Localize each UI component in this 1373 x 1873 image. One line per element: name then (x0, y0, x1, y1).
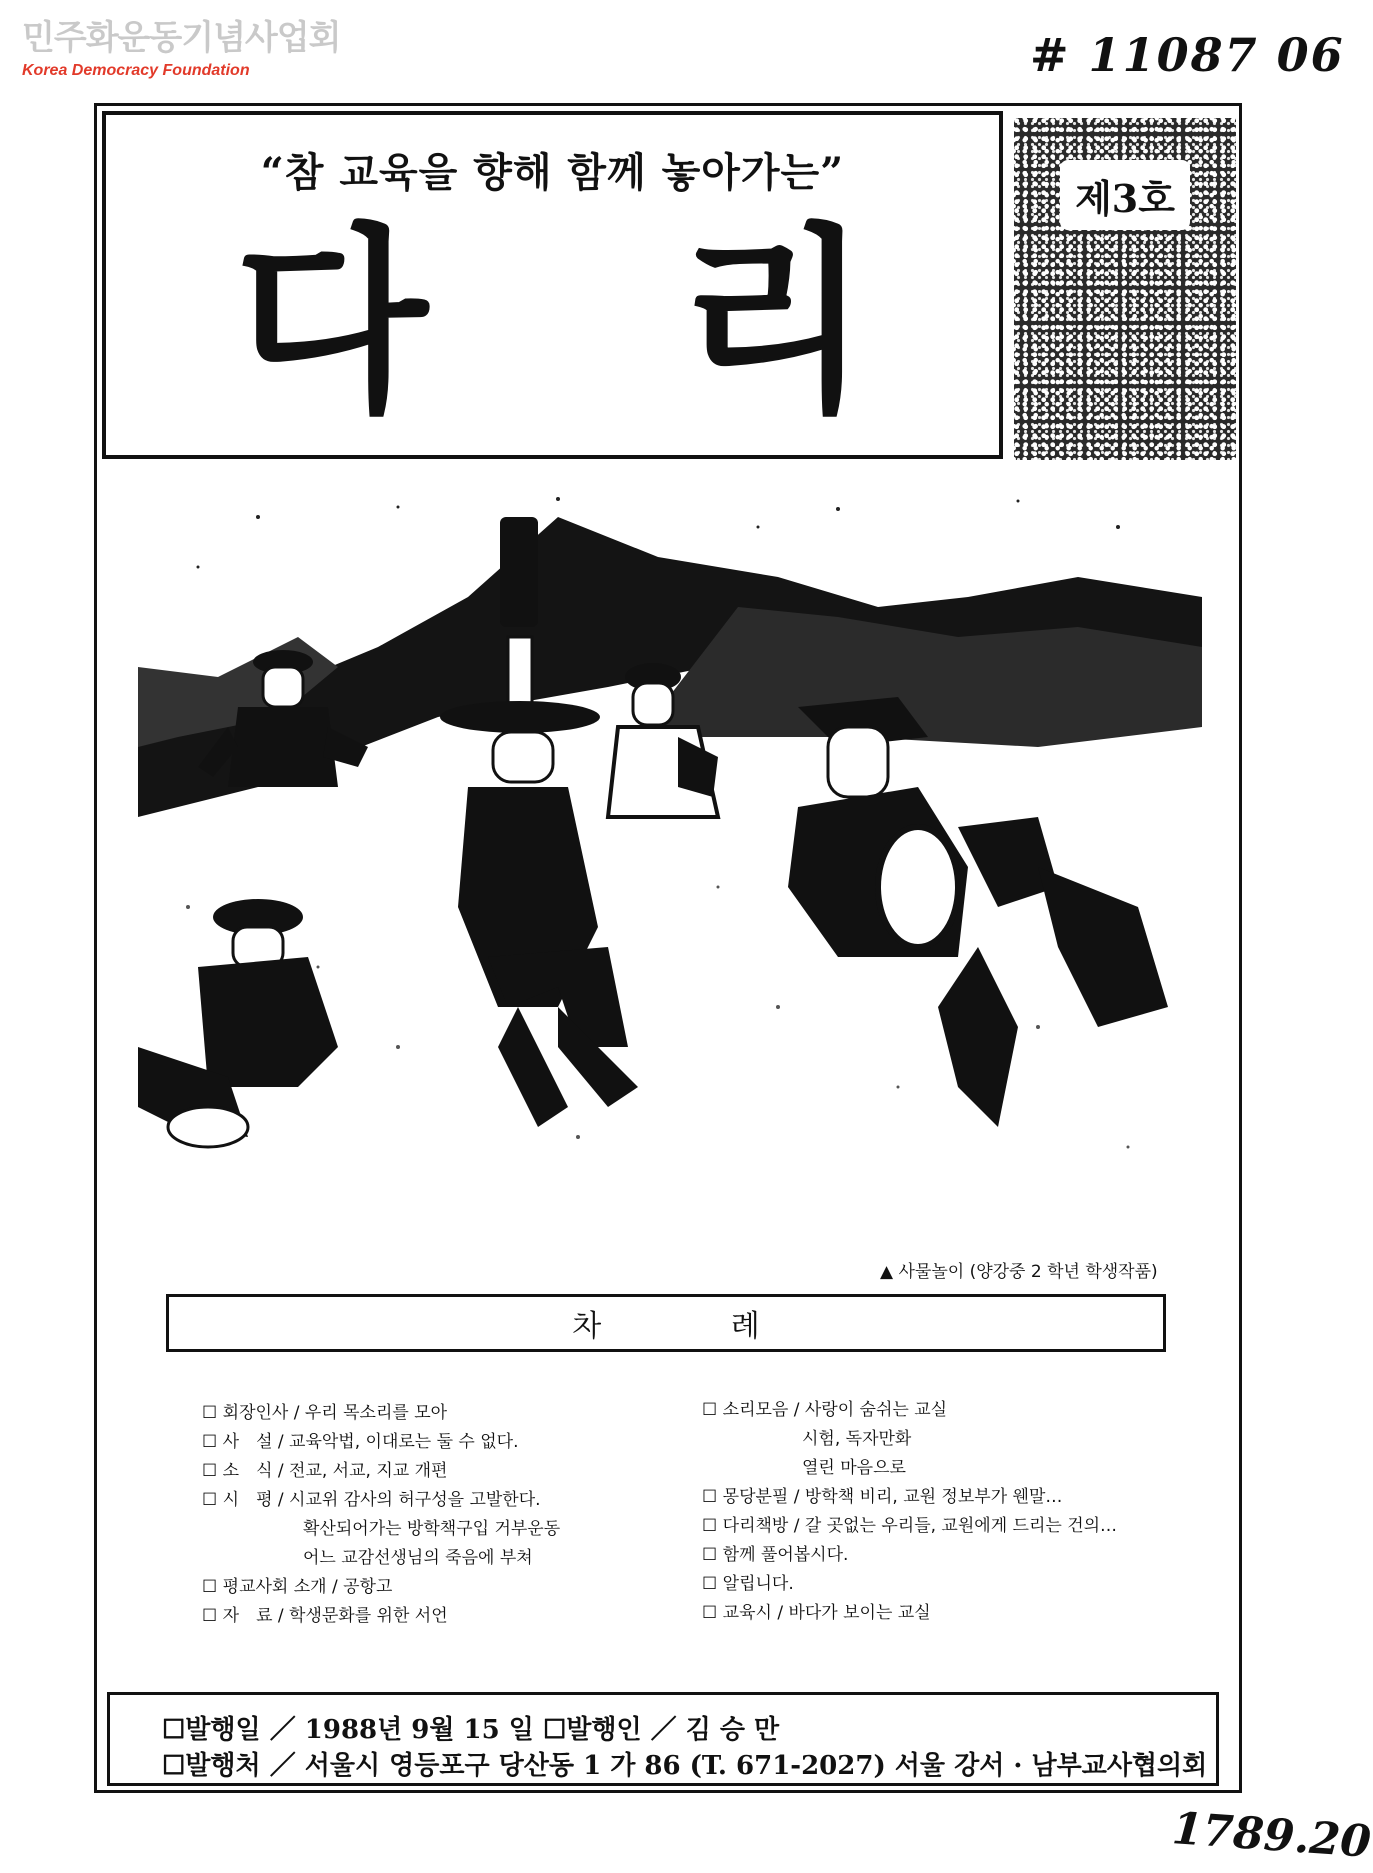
toc-item: ☐ 평교사회 소개 / 공항고 (202, 1577, 393, 1597)
watermark-korean: 민주화운동기념사업회 (22, 18, 341, 58)
contents-heading: 차 례 (166, 1294, 1166, 1352)
toc-item: ☐ 함께 풀어봅시다. (702, 1545, 849, 1565)
toc-item: ☐ 알립니다. (702, 1574, 794, 1594)
toc-subitem: 어느 교감선생님의 죽음에 부쳐 (303, 1548, 533, 1568)
toc-right-column (702, 1396, 1117, 1628)
masthead (102, 111, 1003, 459)
masthead-tagline: “참 교육을 향해 함께 놓아가는” (260, 149, 845, 196)
illustration-caption: ▲ 사물놀이 (양강중 2 학년 학생작품) (880, 1262, 1158, 1282)
watermark-logo (22, 20, 340, 80)
toc-item: ☐ 교육시 / 바다가 보이는 교실 (702, 1603, 931, 1623)
toc-left-column (202, 1399, 560, 1631)
toc-item: ☐ 소리모음 / 사랑이 숨쉬는 교실 (702, 1400, 948, 1420)
publication-info-box (107, 1692, 1219, 1786)
toc-item: ☐ 사 설 / 교육악법, 이대로는 둘 수 없다. (202, 1432, 519, 1452)
toc-subitem: 열린 마음으로 (802, 1458, 906, 1478)
toc-item: ☐ 회장인사 / 우리 목소리를 모아 (202, 1403, 448, 1423)
toc-subitem: 시험, 독자만화 (802, 1429, 912, 1449)
toc-item: ☐ 자 료 / 학생문화를 위한 서언 (202, 1606, 448, 1626)
archive-handwritten-number: 1789.20 (1170, 1803, 1373, 1868)
newsletter-title: 다 리 (234, 205, 961, 440)
issue-number: 제3호 (1060, 160, 1190, 230)
toc-item: ☐ 시 평 / 시교위 감사의 허구성을 고발한다. (202, 1490, 541, 1510)
toc-subitem: 확산되어가는 방학책구입 거부운동 (303, 1519, 561, 1539)
cover-illustration (138, 487, 1202, 1245)
publication-date-publisher: ☐발행일 ／ 1988년 9월 15 일 ☐발행인 ／ 김 승 만 (162, 1715, 780, 1745)
samulnori-illustration (138, 487, 1202, 1245)
toc-item: ☐ 소 식 / 전교, 서교, 지교 개편 (202, 1461, 448, 1481)
toc-item: ☐ 몽당분필 / 방학책 비리, 교원 정보부가 웬말… (702, 1487, 1063, 1507)
archive-number: # 11087 06 (1030, 28, 1345, 82)
publication-address: ☐발행처 ／ 서울시 영등포구 당산동 1 가 86 (T. 671-2027) 서울 강서 · 남부교사협의회 (162, 1751, 1208, 1781)
watermark-english: Korea Democracy Foundation (22, 62, 250, 79)
toc-item: ☐ 다리책방 / 갈 곳없는 우리들, 교원에게 드리는 건의… (702, 1516, 1118, 1536)
